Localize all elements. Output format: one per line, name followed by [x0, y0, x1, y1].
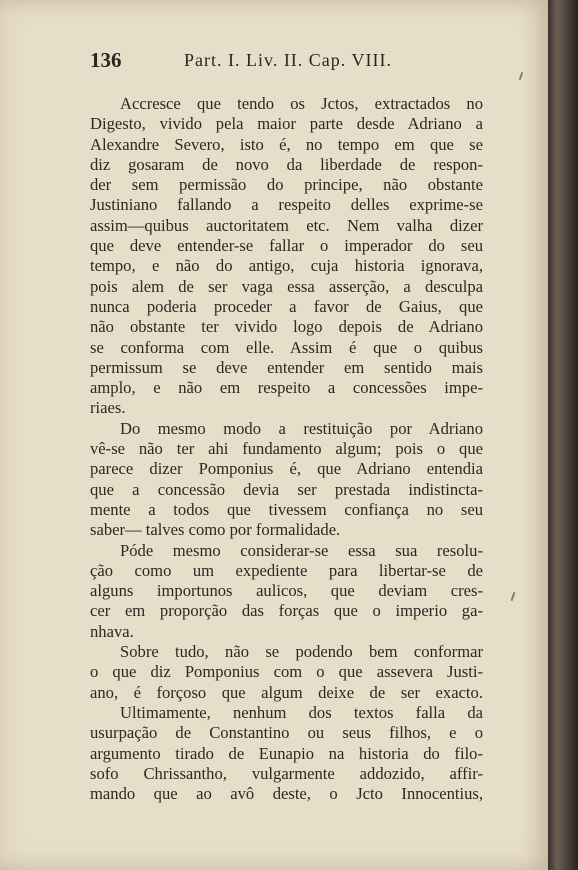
page-number: 136 — [90, 48, 122, 72]
text-line: ano, é forçoso que algum deixe de ser exacto. — [90, 682, 483, 702]
page-header — [90, 48, 510, 78]
text-line: nhava. — [90, 621, 134, 641]
text-line: argumento tirado de Eunapio na historia do filo- — [90, 743, 483, 763]
text-line: diz gosaram de novo da liberdade de respon- — [90, 154, 483, 174]
text-line: assim—quibus auctoritatem etc. Nem valha dizer — [90, 215, 483, 235]
running-head: Part. I. Liv. II. Cap. VIII. — [184, 50, 392, 70]
ink-mark — [511, 592, 516, 601]
text-line: usurpação de Constantino ou seus filhos, e o — [90, 723, 483, 743]
text-line: ção como um expediente para libertar-se de — [90, 560, 483, 580]
text-line: Digesto, vivido pela maior parte desde Adriano a — [90, 114, 483, 134]
text-line: parece dizer Pomponius é, que Adriano entendia — [90, 459, 483, 479]
text-line: saber— talves como por formalidade. — [90, 520, 341, 540]
text-line: Accresce que tendo os Jctos, extractados no — [120, 94, 483, 113]
text-line: cer em proporção das forças que o imperio ga- — [90, 601, 483, 621]
text-line: Póde mesmo considerar-se essa sua resolu- — [120, 540, 483, 560]
text-line: alguns importunos aulicos, que deviam cres- — [90, 581, 483, 601]
text-line: Do mesmo modo a restituição por Adriano — [120, 418, 483, 438]
text-line: amplo, e não em respeito a concessões impe- — [90, 378, 483, 398]
text-line: Sobre tudo, não se podendo bem conformar — [120, 642, 483, 662]
text-line: se conforma com elle. Assim é que o quibus — [90, 337, 483, 357]
text-line: Alexandre Severo, isto é, no tempo em que se — [90, 134, 483, 154]
text-line: mando que ao avô deste, o Jcto Innocentius, — [90, 784, 483, 804]
page-edge-shadow — [548, 0, 578, 870]
text-line: vê-se não ter ahi fundamento algum; pois o que — [90, 439, 483, 459]
body-text — [90, 94, 483, 804]
text-line: der sem permissão do principe, não obstante — [90, 175, 483, 195]
text-line: pois alem de ser vaga essa asserção, a desculpa — [90, 276, 483, 296]
text-line: sofo Chrissantho, vulgarmente addozido, affir- — [90, 763, 483, 783]
text-line: que a concessão devia ser prestada indistincta- — [90, 479, 483, 499]
text-line: nunca poderia proceder a favor de Gaius, que — [90, 296, 483, 316]
text-line: que deve entender-se fallar o imperador do seu — [90, 236, 483, 256]
text-line: o que diz Pomponius com o que assevera Justi- — [90, 662, 483, 682]
text-line: riaes. — [90, 398, 126, 418]
text-line: mente a todos que tivessem confiança no seu — [90, 499, 483, 519]
text-line: não obstante ter vivido logo depois de Adriano — [90, 317, 483, 337]
text-line: Ultimamente, nenhum dos textos falla da — [120, 702, 483, 722]
text-line: permissum se deve entender em sentido mais — [90, 357, 483, 377]
text-line: tempo, e não do antigo, cuja historia ignorava, — [90, 256, 483, 276]
ink-mark — [519, 72, 524, 80]
text-line: Justiniano fallando a respeito delles exprime-se — [90, 195, 483, 215]
